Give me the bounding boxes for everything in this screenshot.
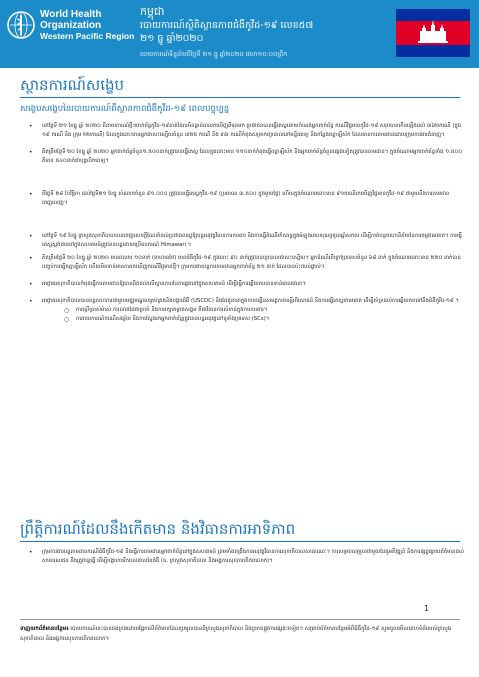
sub-list-item: ○ ការរាយការណ៍ករណីសង្ស័យ និងការស្វែងរកអ្នកពាក់ព័ន្ធត្រូវបានបន្តអនុវត្តនៅទូទាំងប្រទេស (SCs)។ — [64, 316, 270, 323]
sub-list-item: ○ ការប្រើប្រាស់ម៉ាស់ ការលាងដៃជាប្រចាំ និងការរក្សាគម្លាតសង្គម គឺជាវិធានការសំខាន់ក្នុងការការពារ។ — [64, 307, 268, 314]
who-logo — [6, 8, 136, 58]
list-item: • អាជ្ញាធរសុខាភិបាលបានបន្តសហការជាមួយមជ្ឈមណ្ឌលគ្រប់គ្រងនិងបង្ការជំងឺ (USCDC) និងដៃគូនានាក្នុងការបង្កើនសមត្ថភាពមន្ទីរពិសោធន៍ និងការធ្វើតេស្តរកមេរោគ ដើម្បីគាំទ្រដល់ការឆ្លើយតបទៅនឹងជំងឺកូវីដ-១៩ ។ ○ ការប្រើប្រាស់ម៉ាស់ ការលាងដៃជាប្រចាំ និងការរក្សាគម្លាតសង្គម គឺជាវិធានការសំខាន់ក្នុងការការពារ។ ○ ការរាយការណ៍ករណីសង្ស័យ និងការស្វែងរកអ្នកពាក់ព័ន្ធត្រូវបានបន្តអនុវត្តនៅទូទាំងប្រទេស (SCs)។ — [20, 297, 464, 324]
report-header — [0, 0, 479, 68]
footer-text: របាយការណ៍នេះបានចងក្រងដោយផ្អែកលើព័ត៌មានដែលប្រមូលបានពីក្រសួងសុខាភិបាល និងប្រភពផ្លូវការផ្សេងៗទៀត។ សម្រាប់ព័ត៌មានបន្ថែមអំពីជំងឺកូវីដ-១៩ សូមចូលមើលគេហទំព័ររបស់ក្រសួងសុខាភិបាល និងអង្គការសុខភាពពិភពលោក។ — [20, 626, 452, 642]
data-cutoff-note: របាយការណ៍ទិន្នន័យពីថ្ងៃទី ២១ ធ្នូ ឆ្នាំ២០២០ វេលា១០:០០ព្រឹក — [140, 51, 288, 58]
who-emblem-icon — [6, 10, 36, 40]
page-number: 1 — [424, 604, 430, 613]
list-item: • អាជ្ញាធរសុខាភិបាលកំពុងធ្វើការតាមដានឱ្យបានដិតដល់លើស្ថានភាពនៃការឆ្លងនៅក្នុងសហគមន៍ ដើម្បីធ្វើការឆ្លើយតបបានទាន់ពេលវេលា។ — [29, 281, 306, 288]
footer-note — [20, 624, 460, 644]
divider — [20, 97, 460, 98]
list-item: • គិតត្រឹមថ្ងៃទី ២០ ខែធ្នូ ឆ្នាំ ២០២០ មានពលករ ១០នាក់ (ទាហានថៃ) មានជំងឺកូវីដ-១៩ ក្នុងនោះ ៩០ នាក់ត្រូវបានព្យាបាលជាសះស្បើយ។ អ្នកដំណើរពីក្រៅប្រទេសចំនួន ៦៨ នាក់ ក្នុងចំណោមនោះមាន ២២០ នាក់បានបញ្ចប់ការធ្វើចត្តាឡីស័ក ហើយមិនទាន់មានការរកឃើញករណីវិជ្ជមានថ្មី។ ក្រុមការងារបន្តការតាមដានអ្នកពាក់ព័ន្ធ ២១ នាក់ ដែលបានប៉ះពាល់ផ្ទាល់។ — [29, 255, 461, 270]
report-date: ២១ ធ្នូ ឆ្នាំ២០២០ — [140, 33, 204, 44]
report-title: របាយការណ៍ស្ថិតិស្ថានភាពជំងឺកូវីដ-១៩ លេខ៥៧ — [140, 19, 314, 31]
situation-bullets — [20, 122, 464, 324]
country-name: កម្ពុជា — [140, 5, 165, 18]
list-item: • គិតត្រឹមថ្ងៃទី ២០ ខែធ្នូ ឆ្នាំ ២០២០ អ្នកពាក់ព័ន្ធចំនួន១.៥០០នាក់ត្រូវបានធ្វើតេស្ត ដែលក្នុងនោះមាន ១១០នាក់កំពុងធ្វើចត្តាឡីស័ក និងអ្នកពាក់ព័ន្ធចំនួនផ្សេងទៀតត្រូវបានតាមដាន។ ក្នុងចំណោមអ្នកពាក់ព័ន្ធទាំង ១.៥០០ គឺមាន ៥៤០នាក់ជាបុគ្គលិកពេទ្យ។ — [29, 149, 463, 164]
upcoming-bullets — [20, 548, 464, 566]
list-item: • នៅថ្ងៃទី ១៩ ខែធ្នូ ក្រសួងសុខាភិបាលបានចេញសេចក្តីណែនាំដល់ប្រជាពលរដ្ឋឱ្យបន្តអនុវត្តវិធានការការពារ និងការធ្វើដំណើរកំសាន្តក្នុងអំឡុងពេលបុណ្យចូលឆ្នាំសកល ដើម្បីកាត់បន្ថយហានិភ័យនៃការចម្លងមេរោគ។ ការធ្វើតេស្តស្តង់ដារនៅក្នុងសហគមន៍ត្រូវបានបន្តដោយប្រើឧបករណ៍ Himawari ។ — [29, 233, 462, 248]
report-title-block — [140, 5, 313, 46]
list-item: • ពីថ្ងៃទី ២៨ ខែវិច្ឆិកា ដល់ថ្ងៃទី២១ ខែធ្នូ សំណាកចំនួន ៩១.០០០ ត្រូវបានធ្វើតេស្តកូវីដ-១៩ (ប្រមាណ ៣.៥០០ ក្នុងមួយថ្ងៃ) ហើយក្នុងចំណោមនោះមាន ៩១ករណីរកឃើញវិជ្ជមានកូវីដ-១៩ ជាមួយនឹងការតាមដានពេញលេញ។ — [29, 191, 450, 206]
who-wordmark: World Health Organization Western Pacific Region — [40, 9, 135, 41]
section-title-upcoming: ព្រឹត្តិការណ៍ដែលនឹងកើតមាន និងវិធានការអាទិភាព — [20, 520, 296, 538]
section-title-situation: ស្ថានការណ៍សង្ខេប — [20, 76, 125, 94]
divider — [20, 541, 460, 542]
footer-divider — [20, 619, 460, 620]
section-subtitle: សង្ខេបសង្ខេបនៃរបាយការណ៍ពីស្ថានភាពជំងឺកូវីដ-១៩ ពេលបច្ចុប្បន្ន — [20, 104, 230, 114]
list-item: • ក្រុមការងារបន្តតាមដានករណីជំងឺកូវីដ-១៩ និងធ្វើការតាមដានអ្នកពាក់ព័ន្ធនៅក្នុងសហគមន៍ ព្រមទាំងពង្រឹងការអនុវត្តវិធានការសុខាភិបាលសាធារណៈ។ ការសម្របសម្រួលជាមួយដៃគូអភិវឌ្ឍន៍ និងការផ្សព្វផ្សាយព័ត៌មានដល់សាធារណជន នឹងត្រូវបន្តធ្វើ ដើម្បីបង្ការការរីករាលដាលនៃជំងឺ (ឧ. ក្រសួងសុខាភិបាល និងអង្គការសុខភាពពិភពលោក)។ — [29, 549, 464, 564]
footer-label: ទាញយកព័ត៌មានបន្ថែម៖ — [20, 626, 69, 632]
list-item: • នៅថ្ងៃទី ២១ ខែធ្នូ ឆ្នាំ ២០២០ ពីនាយការណ៍ថ្មីៗពាក់ព័ន្ធកូវីដ-១៩គាត់ដែលមិនធ្លាប់បានរកឃើញពីមុនមក ប្រជាជនបានធ្វើតេស្តដោយកំណត់អ្នកពាក់ព័ន្ធ ករណីវិជ្ជមានកូវីដ-១៩ សរុបបានកើនឡើងដល់ ៣៦២ករណី (ក្នុង ១៩ ករណី និង ក្រុម ២២ករណី) ដែលក្នុងនោះមានអ្នកជាសះស្បើយចំនួន ៣២៥ ករណី និង ៣៦ ករណីកំពុងសម្រាកព្យាបាលនៅមន្ទីរពេទ្យ និងកន្លែងចត្តាឡីស័ក ដែលមានការតាមដានដោយក្រុមការងារជំនាញ។ — [29, 123, 462, 138]
cambodia-flag-icon — [396, 9, 470, 57]
sub-bullets — [42, 306, 464, 324]
